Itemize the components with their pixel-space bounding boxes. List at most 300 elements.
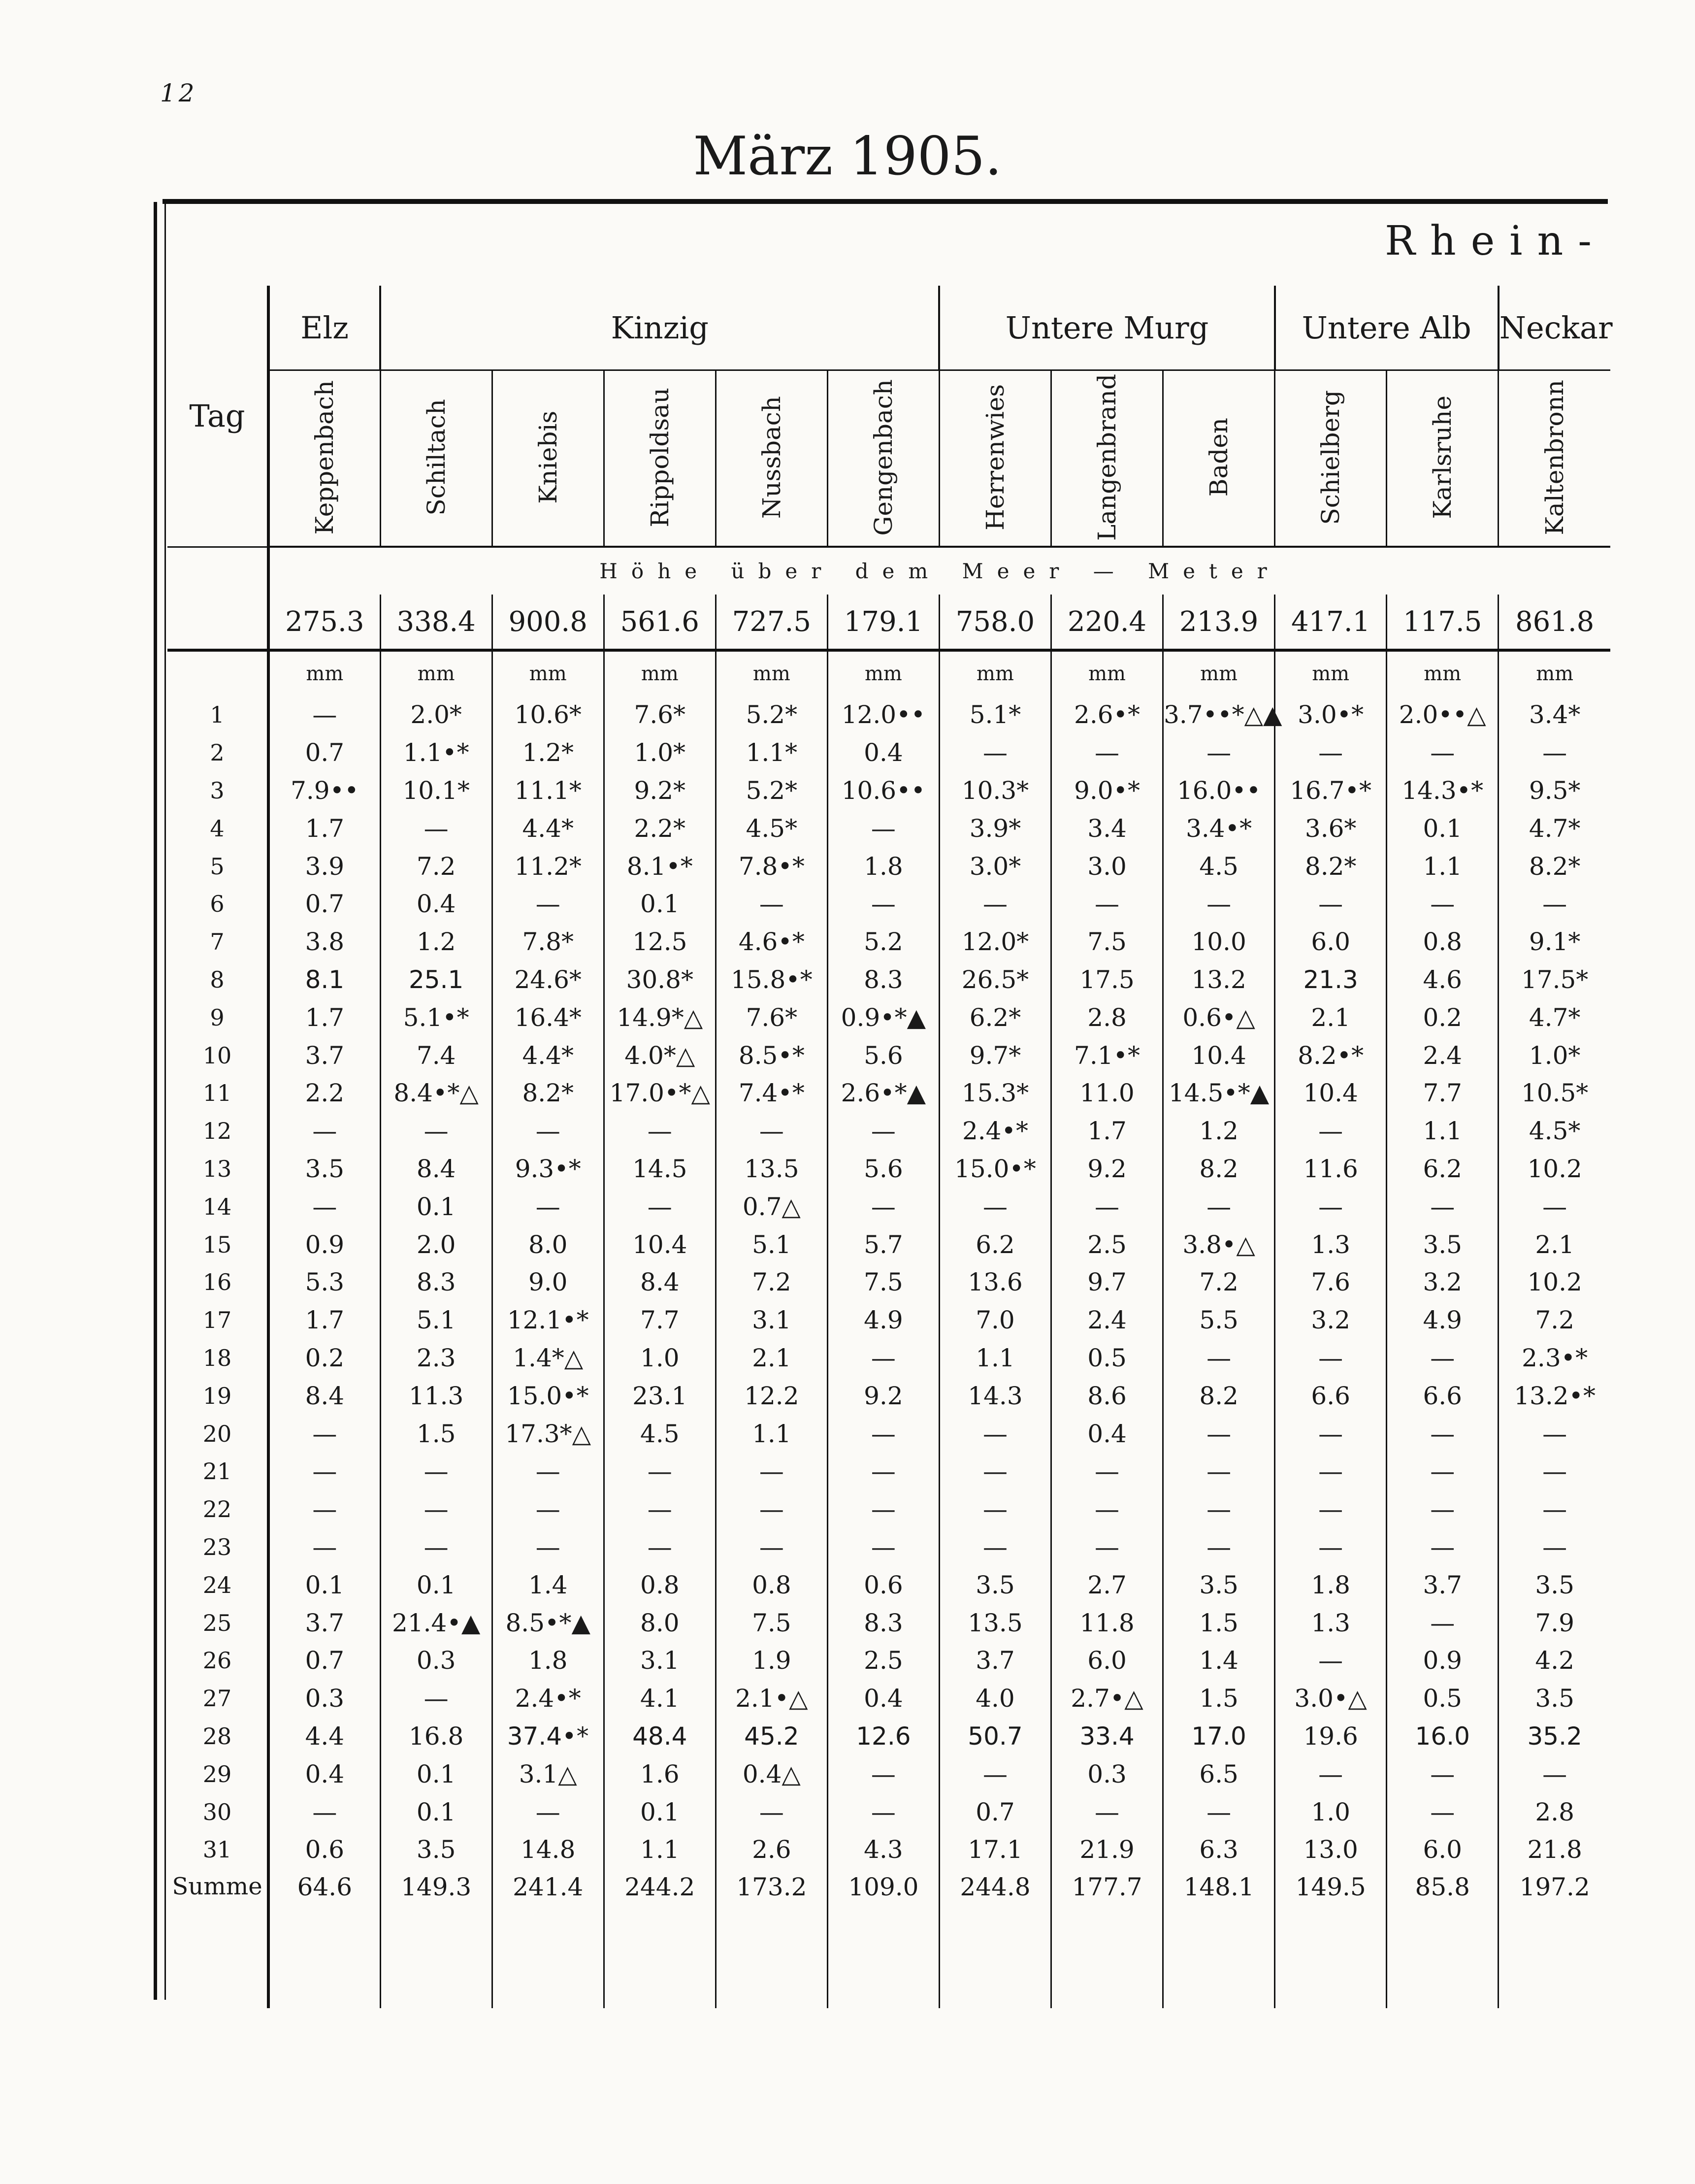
precipitation-value: 0.1 xyxy=(380,1793,492,1831)
column-tail xyxy=(604,1927,716,2008)
precipitation-value: 7.6* xyxy=(716,998,827,1036)
station-header xyxy=(604,370,716,547)
precipitation-value: — xyxy=(939,1453,1051,1490)
precipitation-value: 1.1 xyxy=(1387,847,1499,885)
precipitation-value: 13.2 xyxy=(1163,961,1275,999)
precipitation-value: 4.2 xyxy=(1499,1642,1610,1680)
precipitation-value: 2.4•* xyxy=(939,1112,1051,1150)
precipitation-value: 4.4* xyxy=(492,809,604,847)
day-number: 29 xyxy=(167,1755,268,1793)
station-name: Baden xyxy=(1205,418,1234,497)
precipitation-value: — xyxy=(1163,734,1275,772)
precipitation-value: — xyxy=(1387,1339,1499,1377)
table-row xyxy=(167,1339,1610,1377)
precipitation-value: 2.5 xyxy=(827,1642,939,1680)
station-header xyxy=(268,370,380,547)
station-header xyxy=(492,370,604,547)
precipitation-value: 14.8 xyxy=(492,1831,604,1869)
precipitation-value: — xyxy=(1275,1339,1387,1377)
precipitation-value: 13.0 xyxy=(1275,1831,1387,1869)
precipitation-value: 2.4 xyxy=(1051,1301,1163,1339)
precipitation-value: 2.2 xyxy=(268,1074,380,1112)
region-heading: Rhein- xyxy=(1385,218,1606,265)
station-height: 275.3 xyxy=(268,595,380,650)
precipitation-value: 5.2* xyxy=(716,772,827,810)
table-row xyxy=(167,1604,1610,1642)
precipitation-value: 9.5* xyxy=(1499,772,1610,810)
precipitation-value: — xyxy=(1051,1453,1163,1490)
unit-label: mm xyxy=(827,650,939,696)
precipitation-value: 8.3 xyxy=(380,1263,492,1301)
precipitation-value: 13.6 xyxy=(939,1263,1051,1301)
precipitation-value: — xyxy=(268,1188,380,1225)
precipitation-value: 1.8 xyxy=(1275,1566,1387,1604)
precipitation-value: — xyxy=(827,1339,939,1377)
station-height: 417.1 xyxy=(1275,595,1387,650)
table-row xyxy=(167,1490,1610,1528)
day-number: 6 xyxy=(167,885,268,923)
precipitation-value: — xyxy=(268,1528,380,1566)
column-tail xyxy=(1387,1927,1499,2008)
precipitation-value: 7.5 xyxy=(827,1263,939,1301)
precipitation-value: 7.4•* xyxy=(716,1074,827,1112)
precipitation-value: — xyxy=(492,1528,604,1566)
precipitation-value: 5.3 xyxy=(268,1263,380,1301)
day-number: 4 xyxy=(167,809,268,847)
precipitation-value: 3.2 xyxy=(1387,1263,1499,1301)
precipitation-value: — xyxy=(1499,1528,1610,1566)
precipitation-value: — xyxy=(827,885,939,923)
precipitation-value: — xyxy=(1387,1453,1499,1490)
precipitation-value: 4.6 xyxy=(1387,961,1499,999)
precipitation-value: 21.9 xyxy=(1051,1831,1163,1869)
precipitation-value: 0.4 xyxy=(827,1680,939,1718)
frame-left-rule-inner xyxy=(164,202,166,2000)
precipitation-value: — xyxy=(827,1793,939,1831)
precipitation-value: 5.1 xyxy=(380,1301,492,1339)
table-row xyxy=(167,1074,1610,1112)
precipitation-value: — xyxy=(1275,885,1387,923)
precipitation-value: — xyxy=(492,885,604,923)
precipitation-value: 10.4 xyxy=(604,1225,716,1263)
precipitation-value: 17.5* xyxy=(1499,961,1610,999)
precipitation-value: 1.7 xyxy=(268,809,380,847)
column-tail xyxy=(1051,1927,1163,2008)
precipitation-value: 3.9 xyxy=(268,847,380,885)
precipitation-value: 4.4* xyxy=(492,1036,604,1074)
precipitation-value: 7.2 xyxy=(716,1263,827,1301)
precipitation-value: — xyxy=(1051,1188,1163,1225)
station-name: Gengenbach xyxy=(869,379,898,536)
precipitation-value: 5.1•* xyxy=(380,998,492,1036)
unit-label: mm xyxy=(1163,650,1275,696)
precipitation-value: 2.1 xyxy=(1499,1225,1610,1263)
precipitation-value: 1.1 xyxy=(1387,1112,1499,1150)
tag-column-spacer xyxy=(167,650,268,696)
station-header xyxy=(716,370,827,547)
tag-column-spacer xyxy=(167,1927,268,2008)
precipitation-value: 30.8* xyxy=(604,961,716,999)
precipitation-value: — xyxy=(716,1112,827,1150)
precipitation-value: 2.1 xyxy=(1275,998,1387,1036)
precipitation-value: 7.7 xyxy=(1387,1074,1499,1112)
precipitation-value: 4.9 xyxy=(1387,1301,1499,1339)
precipitation-value: — xyxy=(827,1112,939,1150)
precipitation-value: — xyxy=(1499,1755,1610,1793)
precipitation-value: 8.2 xyxy=(1163,1377,1275,1415)
precipitation-value: 4.5 xyxy=(1163,847,1275,885)
precipitation-value: — xyxy=(604,1490,716,1528)
precipitation-value: 0.3 xyxy=(268,1680,380,1718)
table-row xyxy=(167,1642,1610,1680)
column-tail xyxy=(716,1927,827,2008)
precipitation-value: — xyxy=(604,1112,716,1150)
precipitation-value: — xyxy=(1051,885,1163,923)
precipitation-value: 0.7 xyxy=(268,734,380,772)
precipitation-value: 8.5•* xyxy=(716,1036,827,1074)
precipitation-value: 4.7* xyxy=(1499,809,1610,847)
precipitation-value: 6.2 xyxy=(1387,1150,1499,1188)
precipitation-value: 3.7 xyxy=(939,1642,1051,1680)
precipitation-value: 17.5 xyxy=(1051,961,1163,999)
precipitation-value: — xyxy=(604,1528,716,1566)
table-row xyxy=(167,923,1610,961)
precipitation-value: — xyxy=(268,696,380,734)
precipitation-value: 7.4 xyxy=(380,1036,492,1074)
precipitation-value: 8.4•*△ xyxy=(380,1074,492,1112)
precipitation-value: 17.3*△ xyxy=(492,1415,604,1453)
precipitation-value: 1.3 xyxy=(1275,1604,1387,1642)
precipitation-value: — xyxy=(1163,1415,1275,1453)
precipitation-value: 1.0 xyxy=(1275,1793,1387,1831)
precipitation-value: 0.9 xyxy=(1387,1642,1499,1680)
column-tail xyxy=(1163,1927,1275,2008)
precipitation-value: 7.8•* xyxy=(716,847,827,885)
precipitation-value: — xyxy=(1051,1793,1163,1831)
precipitation-value: 4.7* xyxy=(1499,998,1610,1036)
station-header xyxy=(1499,370,1610,547)
precipitation-value: 12.2 xyxy=(716,1377,827,1415)
precipitation-value: 13.5 xyxy=(716,1150,827,1188)
precipitation-value: — xyxy=(1163,885,1275,923)
precipitation-value: 23.1 xyxy=(604,1377,716,1415)
table-row xyxy=(167,1528,1610,1566)
precipitation-value: 0.7 xyxy=(939,1793,1051,1831)
precipitation-value: — xyxy=(716,1453,827,1490)
precipitation-value: — xyxy=(1163,1339,1275,1377)
precipitation-value: 14.5•*▲ xyxy=(1163,1074,1275,1112)
precipitation-value: 0.7△ xyxy=(716,1188,827,1225)
precipitation-value: 37.4•* xyxy=(492,1718,604,1755)
station-height: 179.1 xyxy=(827,595,939,650)
precipitation-value: 3.5 xyxy=(939,1566,1051,1604)
precipitation-value: 14.9*△ xyxy=(604,998,716,1036)
precipitation-value: 16.0•• xyxy=(1163,772,1275,810)
precipitation-value: 9.0•* xyxy=(1051,772,1163,810)
precipitation-value: 2.8 xyxy=(1051,998,1163,1036)
column-tail xyxy=(1499,1927,1610,2008)
precipitation-value: 10.3* xyxy=(939,772,1051,810)
precipitation-value: 7.8* xyxy=(492,923,604,961)
table-row xyxy=(167,1680,1610,1718)
precipitation-value: 3.5 xyxy=(380,1831,492,1869)
precipitation-value: 2.5 xyxy=(1051,1225,1163,1263)
column-tail xyxy=(268,1927,380,2008)
precipitation-value: — xyxy=(1387,1415,1499,1453)
precipitation-value: 0.9•*▲ xyxy=(827,998,939,1036)
precipitation-value: 0.1 xyxy=(1387,809,1499,847)
precipitation-value: 5.2 xyxy=(827,923,939,961)
precipitation-value: 3.8 xyxy=(268,923,380,961)
precipitation-value: 1.1•* xyxy=(380,734,492,772)
precipitation-value: 2.6•*▲ xyxy=(827,1074,939,1112)
precipitation-value: 2.7 xyxy=(1051,1566,1163,1604)
precipitation-value: — xyxy=(1163,1188,1275,1225)
day-number: 14 xyxy=(167,1188,268,1225)
precipitation-value: 8.1 xyxy=(268,961,380,999)
precipitation-value: 25.1 xyxy=(380,961,492,999)
table-row xyxy=(167,1453,1610,1490)
precipitation-value: 3.5 xyxy=(1163,1566,1275,1604)
table-row xyxy=(167,885,1610,923)
table-row xyxy=(167,1566,1610,1604)
precipitation-value: 1.0* xyxy=(604,734,716,772)
precipitation-value: 6.5 xyxy=(1163,1755,1275,1793)
table-row xyxy=(167,1188,1610,1225)
table-row xyxy=(167,1831,1610,1869)
day-number: 5 xyxy=(167,847,268,885)
precipitation-value: — xyxy=(1051,1490,1163,1528)
table-row xyxy=(167,1718,1610,1755)
precipitation-value: 2.0* xyxy=(380,696,492,734)
precipitation-value: — xyxy=(1499,1188,1610,1225)
precipitation-value: — xyxy=(1387,1490,1499,1528)
precipitation-value: 0.1 xyxy=(268,1566,380,1604)
column-tail xyxy=(380,1927,492,2008)
tag-column-spacer xyxy=(167,547,268,595)
precipitation-value: — xyxy=(1163,1793,1275,1831)
precipitation-value: 9.2 xyxy=(827,1377,939,1415)
precipitation-value: 0.3 xyxy=(380,1642,492,1680)
precipitation-value: 15.3* xyxy=(939,1074,1051,1112)
day-number: 24 xyxy=(167,1566,268,1604)
column-tail xyxy=(1275,1927,1387,2008)
precipitation-value: — xyxy=(268,1415,380,1453)
precipitation-value: 16.7•* xyxy=(1275,772,1387,810)
precipitation-value: — xyxy=(492,1188,604,1225)
day-number: 8 xyxy=(167,961,268,999)
precipitation-value: 3.4 xyxy=(1051,809,1163,847)
precipitation-value: 4.5* xyxy=(1499,1112,1610,1150)
column-tail xyxy=(939,1927,1051,2008)
day-number: 15 xyxy=(167,1225,268,1263)
precipitation-value: 8.0 xyxy=(604,1604,716,1642)
precipitation-value: — xyxy=(1387,734,1499,772)
precipitation-value: 9.0 xyxy=(492,1263,604,1301)
station-header xyxy=(1051,370,1163,547)
precipitation-value: 8.5•*▲ xyxy=(492,1604,604,1642)
precipitation-value: — xyxy=(827,809,939,847)
precipitation-value: 0.1 xyxy=(380,1566,492,1604)
table-row xyxy=(167,998,1610,1036)
station-height: 220.4 xyxy=(1051,595,1163,650)
precipitation-value: — xyxy=(268,1453,380,1490)
precipitation-value: 8.2* xyxy=(1275,847,1387,885)
precipitation-value: 15.0•* xyxy=(492,1377,604,1415)
day-number: 13 xyxy=(167,1150,268,1188)
precipitation-value: 2.7•△ xyxy=(1051,1680,1163,1718)
precipitation-value: — xyxy=(827,1490,939,1528)
precipitation-value: 1.7 xyxy=(268,1301,380,1339)
precipitation-value: 2.8 xyxy=(1499,1793,1610,1831)
precipitation-value: 17.1 xyxy=(939,1831,1051,1869)
unit-label: mm xyxy=(268,650,380,696)
precipitation-value: 8.2* xyxy=(1499,847,1610,885)
precipitation-value: — xyxy=(380,1528,492,1566)
sum-value: 241.4 xyxy=(492,1869,604,1927)
station-height: 861.8 xyxy=(1499,595,1610,650)
day-number: 25 xyxy=(167,1604,268,1642)
station-name: Herrenwies xyxy=(980,384,1010,530)
precipitation-value: 17.0 xyxy=(1163,1718,1275,1755)
precipitation-value: — xyxy=(939,1528,1051,1566)
precipitation-value: 3.1 xyxy=(604,1642,716,1680)
station-header xyxy=(380,370,492,547)
precipitation-value: — xyxy=(380,1453,492,1490)
precipitation-value: 0.6 xyxy=(827,1566,939,1604)
precipitation-value: 3.0•△ xyxy=(1275,1680,1387,1718)
precipitation-value: — xyxy=(380,1112,492,1150)
table-row xyxy=(167,1377,1610,1415)
precipitation-value: 4.3 xyxy=(827,1831,939,1869)
river-header: Elz xyxy=(268,286,380,370)
precipitation-value: 4.0 xyxy=(939,1680,1051,1718)
sum-value: 149.3 xyxy=(380,1869,492,1927)
day-number: 20 xyxy=(167,1415,268,1453)
precipitation-table xyxy=(167,286,1613,2008)
precipitation-value: 11.3 xyxy=(380,1377,492,1415)
precipitation-value: 1.2* xyxy=(492,734,604,772)
precipitation-value: 1.7 xyxy=(1051,1112,1163,1150)
precipitation-value: 15.0•* xyxy=(939,1150,1051,1188)
precipitation-value: — xyxy=(939,885,1051,923)
station-name: Kniebis xyxy=(533,411,562,504)
table-row xyxy=(167,1793,1610,1831)
precipitation-value: — xyxy=(1387,885,1499,923)
precipitation-value: 11.2* xyxy=(492,847,604,885)
precipitation-value: 1.1 xyxy=(716,1415,827,1453)
table-row xyxy=(167,1263,1610,1301)
precipitation-value: 0.1 xyxy=(380,1755,492,1793)
precipitation-value: 0.8 xyxy=(604,1566,716,1604)
precipitation-value: 1.8 xyxy=(492,1642,604,1680)
unit-label: mm xyxy=(604,650,716,696)
precipitation-value: 6.2 xyxy=(939,1225,1051,1263)
precipitation-value: 12.5 xyxy=(604,923,716,961)
precipitation-value: 3.6* xyxy=(1275,809,1387,847)
precipitation-value: 26.5* xyxy=(939,961,1051,999)
precipitation-value: 8.4 xyxy=(268,1377,380,1415)
precipitation-value: 8.2•* xyxy=(1275,1036,1387,1074)
precipitation-value: 0.4 xyxy=(268,1755,380,1793)
precipitation-value: 3.2 xyxy=(1275,1301,1387,1339)
river-header: Kinzig xyxy=(380,286,939,370)
sum-value: 85.8 xyxy=(1387,1869,1499,1927)
precipitation-value: 0.1 xyxy=(380,1188,492,1225)
table-row xyxy=(167,809,1610,847)
precipitation-value: — xyxy=(1275,1755,1387,1793)
precipitation-value: 5.1* xyxy=(939,696,1051,734)
precipitation-value: — xyxy=(1499,734,1610,772)
precipitation-value: 3.7 xyxy=(1387,1566,1499,1604)
tag-header: Tag xyxy=(167,286,268,547)
precipitation-value: 1.1 xyxy=(939,1339,1051,1377)
precipitation-value: 1.9 xyxy=(716,1642,827,1680)
precipitation-value: 50.7 xyxy=(939,1718,1051,1755)
station-header xyxy=(1275,370,1387,547)
day-number: 22 xyxy=(167,1490,268,1528)
precipitation-value: 14.3 xyxy=(939,1377,1051,1415)
precipitation-value: 1.2 xyxy=(380,923,492,961)
precipitation-value: — xyxy=(1051,1528,1163,1566)
station-name: Keppenbach xyxy=(310,380,339,535)
precipitation-value: 1.4 xyxy=(492,1566,604,1604)
precipitation-value: 0.8 xyxy=(716,1566,827,1604)
precipitation-value: 8.3 xyxy=(827,961,939,999)
unit-label: mm xyxy=(380,650,492,696)
precipitation-value: 2.0••△ xyxy=(1387,696,1499,734)
precipitation-value: 4.0*△ xyxy=(604,1036,716,1074)
precipitation-value: 16.4* xyxy=(492,998,604,1036)
sum-value: 109.0 xyxy=(827,1869,939,1927)
precipitation-value: — xyxy=(939,1188,1051,1225)
table-row xyxy=(167,1755,1610,1793)
day-number: 16 xyxy=(167,1263,268,1301)
precipitation-value: 3.5 xyxy=(1499,1566,1610,1604)
precipitation-value: 0.5 xyxy=(1051,1339,1163,1377)
precipitation-value: — xyxy=(827,1415,939,1453)
precipitation-value: 9.3•* xyxy=(492,1150,604,1188)
precipitation-value: 9.7* xyxy=(939,1036,1051,1074)
precipitation-value: 2.4 xyxy=(1387,1036,1499,1074)
table-row xyxy=(167,696,1610,734)
precipitation-value: 9.2 xyxy=(1051,1150,1163,1188)
table-row xyxy=(167,1150,1610,1188)
table-row xyxy=(167,1225,1610,1263)
precipitation-value: 11.6 xyxy=(1275,1150,1387,1188)
river-header: Untere Alb xyxy=(1275,286,1499,370)
precipitation-value: — xyxy=(1387,1604,1499,1642)
station-height: 338.4 xyxy=(380,595,492,650)
precipitation-value: 7.6 xyxy=(1275,1263,1387,1301)
precipitation-value: 24.6* xyxy=(492,961,604,999)
precipitation-value: 7.1•* xyxy=(1051,1036,1163,1074)
table-row xyxy=(167,1036,1610,1074)
precipitation-value: 33.4 xyxy=(1051,1718,1163,1755)
station-height: 727.5 xyxy=(716,595,827,650)
precipitation-value: 3.1 xyxy=(716,1301,827,1339)
precipitation-value: 0.4△ xyxy=(716,1755,827,1793)
table-row xyxy=(167,1112,1610,1150)
precipitation-value: 0.2 xyxy=(268,1339,380,1377)
day-number: 17 xyxy=(167,1301,268,1339)
river-header: Untere Murg xyxy=(939,286,1274,370)
precipitation-value: 6.6 xyxy=(1275,1377,1387,1415)
precipitation-value: 0.6•△ xyxy=(1163,998,1275,1036)
frame-left-rule xyxy=(154,202,157,2000)
precipitation-value: 12.0* xyxy=(939,923,1051,961)
precipitation-value: — xyxy=(1051,734,1163,772)
